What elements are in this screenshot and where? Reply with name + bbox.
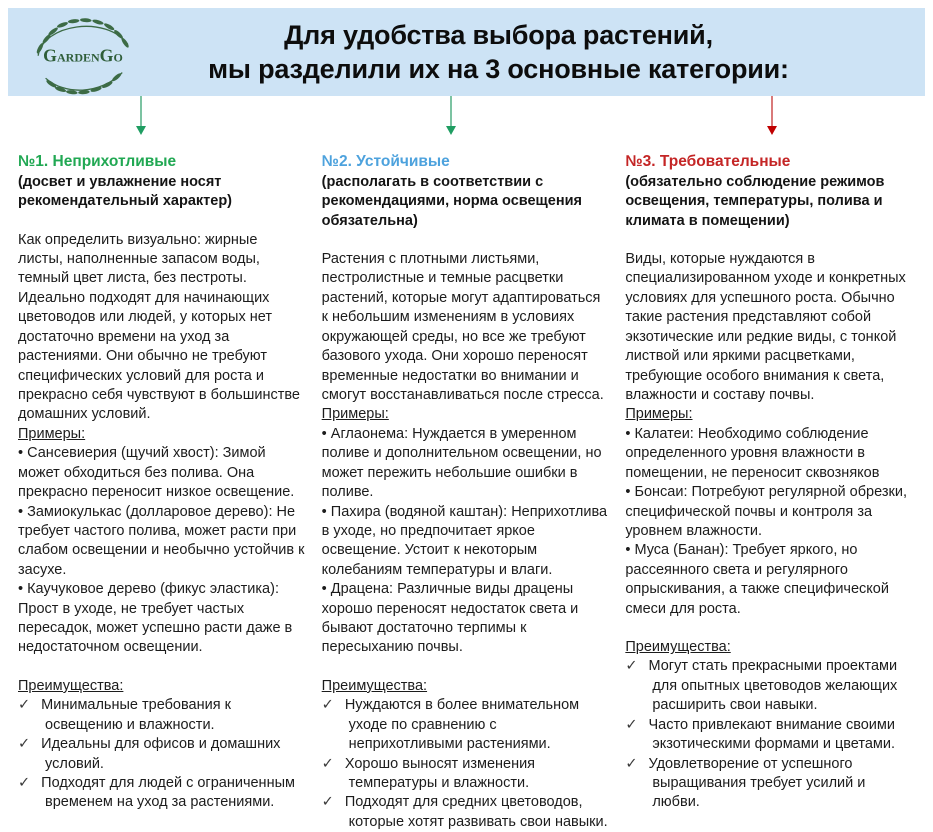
categories-container: [0, 152, 933, 832]
advantage-item: ✓ Удовлетворение от успешного выращивания требует усилий и любви.: [625, 755, 913, 813]
category-column-unpretentious: [18, 152, 306, 832]
category-description: Растения с плотными листьями, пестролистные и темные расцветки растений, которые могут адаптироваться к небольшим изменениям в условиях окружающей среды, но все же требуют базового ухода. Они хорошо переносят временные недостатки во внимании и смогут восстанавливаться после стресса.: [321, 251, 604, 403]
category-subtitle: (располагать в соответствии с рекомендациями, норма освещения обязательна): [321, 173, 582, 229]
title-line-2: мы разделили их на 3 основные категории:: [208, 54, 789, 84]
category-column-resilient: [322, 152, 610, 832]
examples-list: [322, 425, 610, 658]
down-arrow-green-icon: [445, 96, 457, 135]
page-title: [158, 18, 839, 86]
example-item: • Бонсаи: Потребуют регулярной обрезки, специфической почвы и контроля за уровнем влажности.: [625, 483, 913, 541]
advantage-item: ✓ Часто привлекают внимание своими экзотическими формами и цветами.: [625, 716, 913, 755]
advantages-list: [322, 696, 610, 832]
advantage-item: ✓ Нуждаются в более внимательном уходе по сравнению с неприхотливыми растениями.: [322, 696, 610, 754]
advantages-label: Преимущества:: [321, 677, 428, 694]
down-arrow-green-icon: [135, 96, 147, 135]
category-title: №2. Устойчивые: [321, 153, 450, 170]
laurel-wreath-icon: [16, 9, 150, 95]
example-item: • Каучуковое дерево (фикус эластика): Прост в уходе, не требует частых пересадок, может успешно расти даже в недостаточном освещении.: [18, 580, 306, 658]
example-item: • Калатеи: Необходимо соблюдение определенного уровня влажности в помещении, не переносит сквозняков: [625, 425, 913, 483]
category-subtitle: (досвет и увлажнение носят рекомендательный характер): [18, 173, 233, 210]
example-item: • Драцена: Различные виды драцены хорошо переносят недостаток света и бывают достаточно терпимы к пересыханию почвы.: [322, 580, 610, 658]
header-banner: [8, 8, 925, 96]
advantages-list: [625, 657, 913, 812]
category-column-demanding: [625, 152, 913, 832]
advantage-item: ✓ Минимальные требования к освещению и влажности.: [18, 696, 306, 735]
gardengo-logo: [8, 9, 158, 95]
category-description: Как определить визуально: жирные листы, наполненные запасом воды, темный цвет листа, без пестроты. Идеально подходят для начинающих цветоводов или людей, у которых нет достаточно времени на уход за растениями. Они обычно не требуют специфических условий для роста и прекрасно себя чувствуют в большинстве домашних условий.: [18, 231, 300, 423]
category-subtitle: (обязательно соблюдение режимов освещения, температуры, полива и климата в помещении): [625, 173, 885, 229]
examples-list: [18, 444, 306, 658]
example-item: • Муса (Банан): Требует яркого, но рассеянного света и регулярного опрыскивания, а также специфической смеси для роста.: [625, 541, 913, 619]
advantage-item: ✓ Идеальны для офисов и домашних условий.: [18, 735, 306, 774]
example-item: • Пахира (водяной каштан): Неприхотлива в уходе, но предпочитает яркое освещение. Устоит к некоторым колебаниям температуры и влаги.: [322, 503, 610, 581]
examples-label: Примеры:: [321, 406, 389, 423]
example-item: • Сансевиерия (щучий хвост): Зимой может обходиться без полива. Она прекрасно переносит низкое освещение.: [18, 444, 306, 502]
advantage-item: ✓ Подходят для людей с ограниченным временем на уход за растениями.: [18, 774, 306, 813]
advantages-list: [18, 696, 306, 813]
advantage-item: ✓ Хорошо выносят изменения температуры и влажности.: [322, 755, 610, 794]
example-item: • Замиокулькас (долларовое дерево): Не требует частого полива, может расти при слабом освещении и необычно устойчив к засухе.: [18, 503, 306, 581]
examples-list: [625, 425, 913, 619]
category-title: №3. Требовательные: [625, 153, 791, 170]
logo-wordmark: GardenGo: [43, 45, 123, 66]
title-line-1: Для удобства выбора растений,: [284, 20, 713, 50]
arrow-row: [0, 96, 933, 146]
example-item: • Аглаонема: Нуждается в умеренном поливе и дополнительном освещении, но может пережить небольшие ошибки в поливе.: [322, 425, 610, 503]
advantages-label: Преимущества:: [18, 677, 124, 694]
category-title: №1. Неприхотливые: [18, 153, 177, 170]
down-arrow-red-icon: [766, 96, 778, 135]
category-description: Виды, которые нуждаются в специализированном уходе и конкретных условиях для успешного роста. Обычно такие растения представляют собой экзотические или редкие виды, с тонкой листвой или яркими расцветками, требующие особого внимания к света, влажности и составу почвы.: [625, 251, 906, 403]
advantages-label: Преимущества:: [625, 639, 731, 656]
advantage-item: ✓ Подходят для средних цветоводов, которые хотят развивать свои навыки.: [322, 793, 610, 832]
examples-label: Примеры:: [18, 425, 86, 442]
examples-label: Примеры:: [625, 406, 693, 423]
advantage-item: ✓ Могут стать прекрасными проектами для опытных цветоводов желающих расширить свои навыки.: [625, 657, 913, 715]
